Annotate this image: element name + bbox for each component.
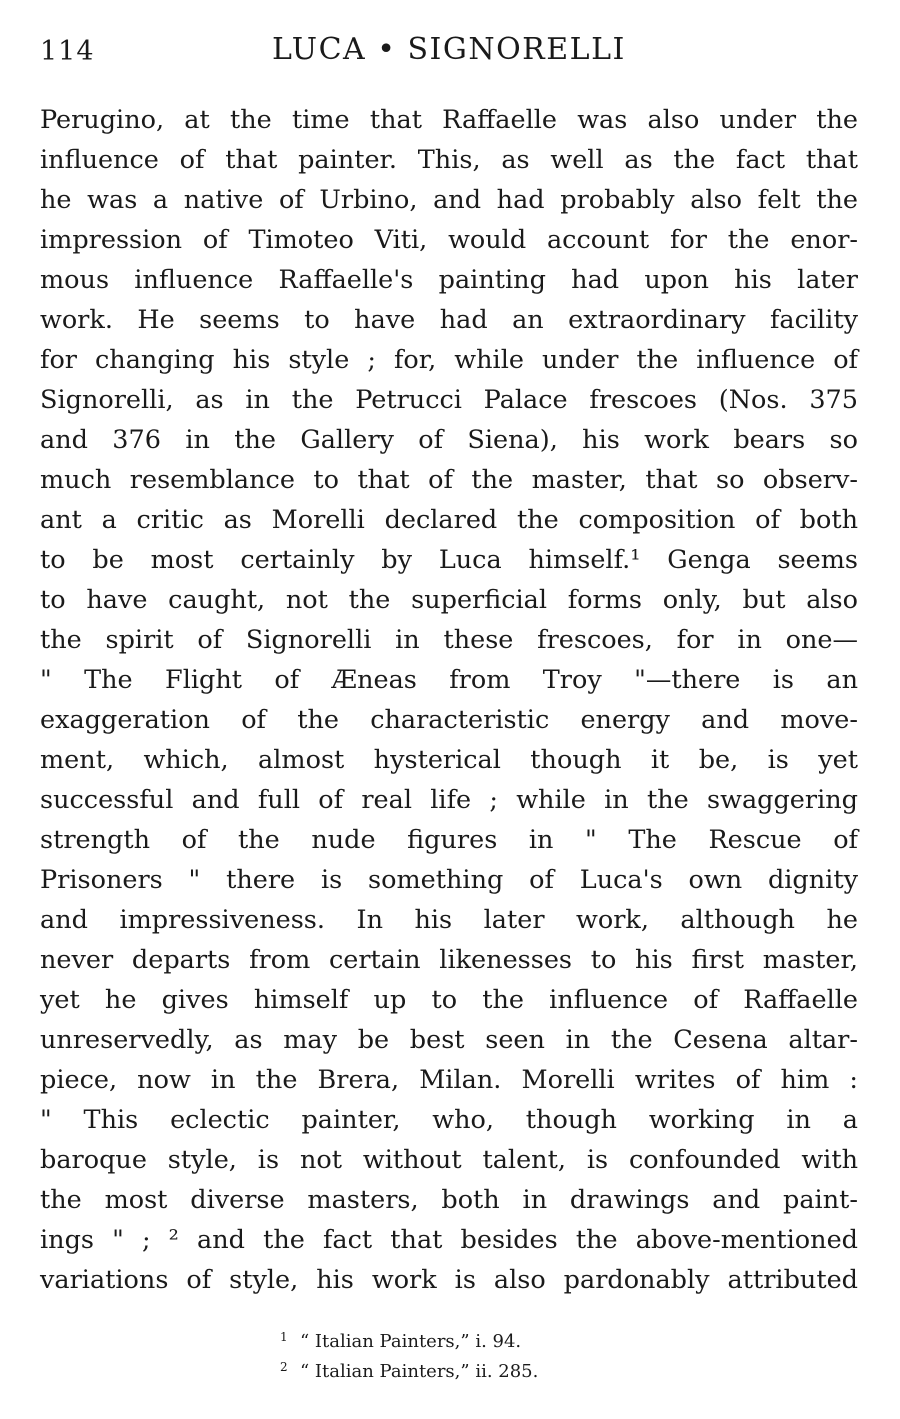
running-title: LUCA • SIGNORELLI: [272, 32, 626, 67]
running-head: [0, 30, 900, 74]
footnote-mark: 1: [280, 1330, 288, 1344]
text-line: impression of Timoteo Viti, would account for the enor-: [40, 225, 858, 255]
text-line: baroque style, is not without talent, is confounded with: [40, 1145, 858, 1175]
text-line: work. He seems to have had an extraordinary facility: [40, 305, 858, 335]
text-line: successful and full of real life ; while in the swaggering: [40, 785, 858, 815]
text-line: exaggeration of the characteristic energy and move-: [40, 705, 858, 735]
text-line: and 376 in the Gallery of Siena), his work bears so: [40, 425, 858, 455]
text-line: yet he gives himself up to the influence of Raffaelle: [40, 985, 858, 1015]
footnote-text: “ Italian Painters,” i. 94.: [300, 1331, 522, 1352]
page-number: 114: [40, 36, 95, 67]
text-line: never departs from certain likenesses to his first master,: [40, 945, 858, 975]
text-line: ant a critic as Morelli declared the composition of both: [40, 505, 858, 535]
text-line: " This eclectic painter, who, though working in a: [40, 1105, 858, 1135]
text-line: piece, now in the Brera, Milan. Morelli writes of him :: [40, 1065, 858, 1095]
text-line: and impressiveness. In his later work, although he: [40, 905, 858, 935]
text-line: the spirit of Signorelli in these frescoes, for in one—: [40, 625, 858, 655]
text-line: " The Flight of Æneas from Troy "—there is an: [40, 665, 858, 695]
text-line: Signorelli, as in the Petrucci Palace frescoes (Nos. 375: [40, 385, 858, 415]
body-text: [40, 100, 858, 1300]
text-line: to have caught, not the superficial forms only, but also: [40, 585, 858, 615]
text-line: ings " ; ² and the fact that besides the above-mentioned: [40, 1225, 858, 1255]
text-line: influence of that painter. This, as well as the fact that: [40, 145, 858, 175]
footnotes: [280, 1322, 680, 1382]
footnote-mark: 2: [280, 1360, 288, 1374]
footnote: [280, 1352, 680, 1382]
text-line: Prisoners " there is something of Luca's own dignity: [40, 865, 858, 895]
text-line: to be most certainly by Luca himself.¹ Genga seems: [40, 545, 858, 575]
text-line: Perugino, at the time that Raffaelle was also under the: [40, 105, 858, 135]
text-line: the most diverse masters, both in drawings and paint-: [40, 1185, 858, 1215]
footnote-text: “ Italian Painters,” ii. 285.: [300, 1361, 539, 1382]
text-line: much resemblance to that of the master, that so observ-: [40, 465, 858, 495]
text-line: strength of the nude figures in " The Rescue of: [40, 825, 858, 855]
footnote: [280, 1322, 680, 1352]
text-line: for changing his style ; for, while under the influence of: [40, 345, 858, 375]
text-line: ment, which, almost hysterical though it be, is yet: [40, 745, 858, 775]
text-line: he was a native of Urbino, and had probably also felt the: [40, 185, 858, 215]
text-line: mous influence Raffaelle's painting had upon his later: [40, 265, 858, 295]
text-line: variations of style, his work is also pardonably attributed: [40, 1265, 858, 1295]
text-line: unreservedly, as may be best seen in the Cesena altar-: [40, 1025, 858, 1055]
